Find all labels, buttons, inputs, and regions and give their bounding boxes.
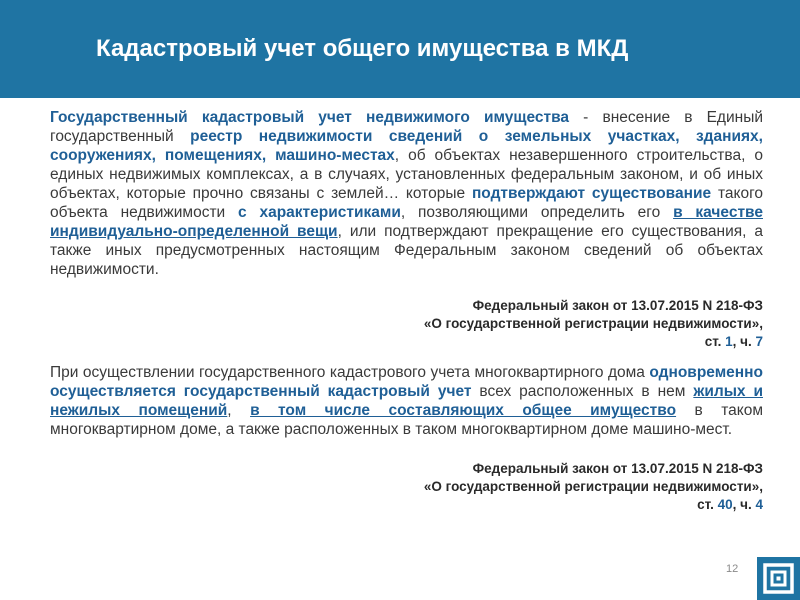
rosreestr-logo-icon xyxy=(757,557,800,600)
text-span: - внесение в Единый государственный xyxy=(50,109,763,145)
text-span: в таком многоквартирном доме, а также расположенных в таком многоквартирном доме машино-мест. xyxy=(50,402,763,438)
slide-header xyxy=(0,0,800,98)
citation-line: Федеральный закон от 13.07.2015 N 218-ФЗ xyxy=(472,461,763,476)
slide-title: Кадастровый учет общего имущества в МКД xyxy=(96,35,629,62)
highlight-common-property: в том числе составляющих общее имущество xyxy=(250,402,677,419)
mkd-paragraph xyxy=(50,363,763,439)
citation-line: «О государственной регистрации недвижимости», xyxy=(423,479,763,494)
text-span: , xyxy=(227,402,251,419)
text-span: такого объекта недвижимости xyxy=(50,185,764,221)
text-span: При осуществлении государственного кадастрового учета многоквартирного дома xyxy=(50,364,650,381)
citation-law-2 xyxy=(303,460,763,514)
citation-line: «О государственной регистрации недвижимости», xyxy=(423,316,763,331)
text-span: , об объектах незавершенного строительства, о единых недвижимых комплексах, а в случаях, установленных федеральным законом, и об иных объектах, которые прочно связаны с землей… которые xyxy=(50,147,763,202)
citation-law-1 xyxy=(303,297,763,351)
highlight-characteristics: с характеристиками xyxy=(238,204,401,221)
citation-article: ст. 40, ч. 4 xyxy=(697,497,763,512)
citation-line: Федеральный закон от 13.07.2015 N 218-ФЗ xyxy=(472,298,763,313)
text-span: всех расположенных в нем xyxy=(471,383,694,400)
highlight-premises: жилых и нежилых помещений xyxy=(50,383,763,419)
text-span: , позволяющими определить его xyxy=(400,204,674,221)
highlight-existence: подтверждают существование xyxy=(471,185,712,202)
definition-paragraph xyxy=(50,108,763,279)
page-number: 12 xyxy=(726,563,739,575)
citation-article: ст. 1, ч. 7 xyxy=(704,334,763,349)
highlight-simultaneous: одновременно осуществляется государственный кадастровый учет xyxy=(50,364,763,400)
highlight-individual-thing: в качестве индивидуально-определенной вещи xyxy=(50,204,763,240)
highlight-term: Государственный кадастровый учет недвижимого имущества xyxy=(50,109,570,126)
highlight-registry: реестр недвижимости сведений о земельных участках, зданиях, сооружениях, помещениях, машино-местах xyxy=(50,128,763,164)
text-span: , или подтверждают прекращение его существования, а также иных предусмотренных настоящим Федеральным законом сведений об объектах недвижимости. xyxy=(50,223,764,278)
